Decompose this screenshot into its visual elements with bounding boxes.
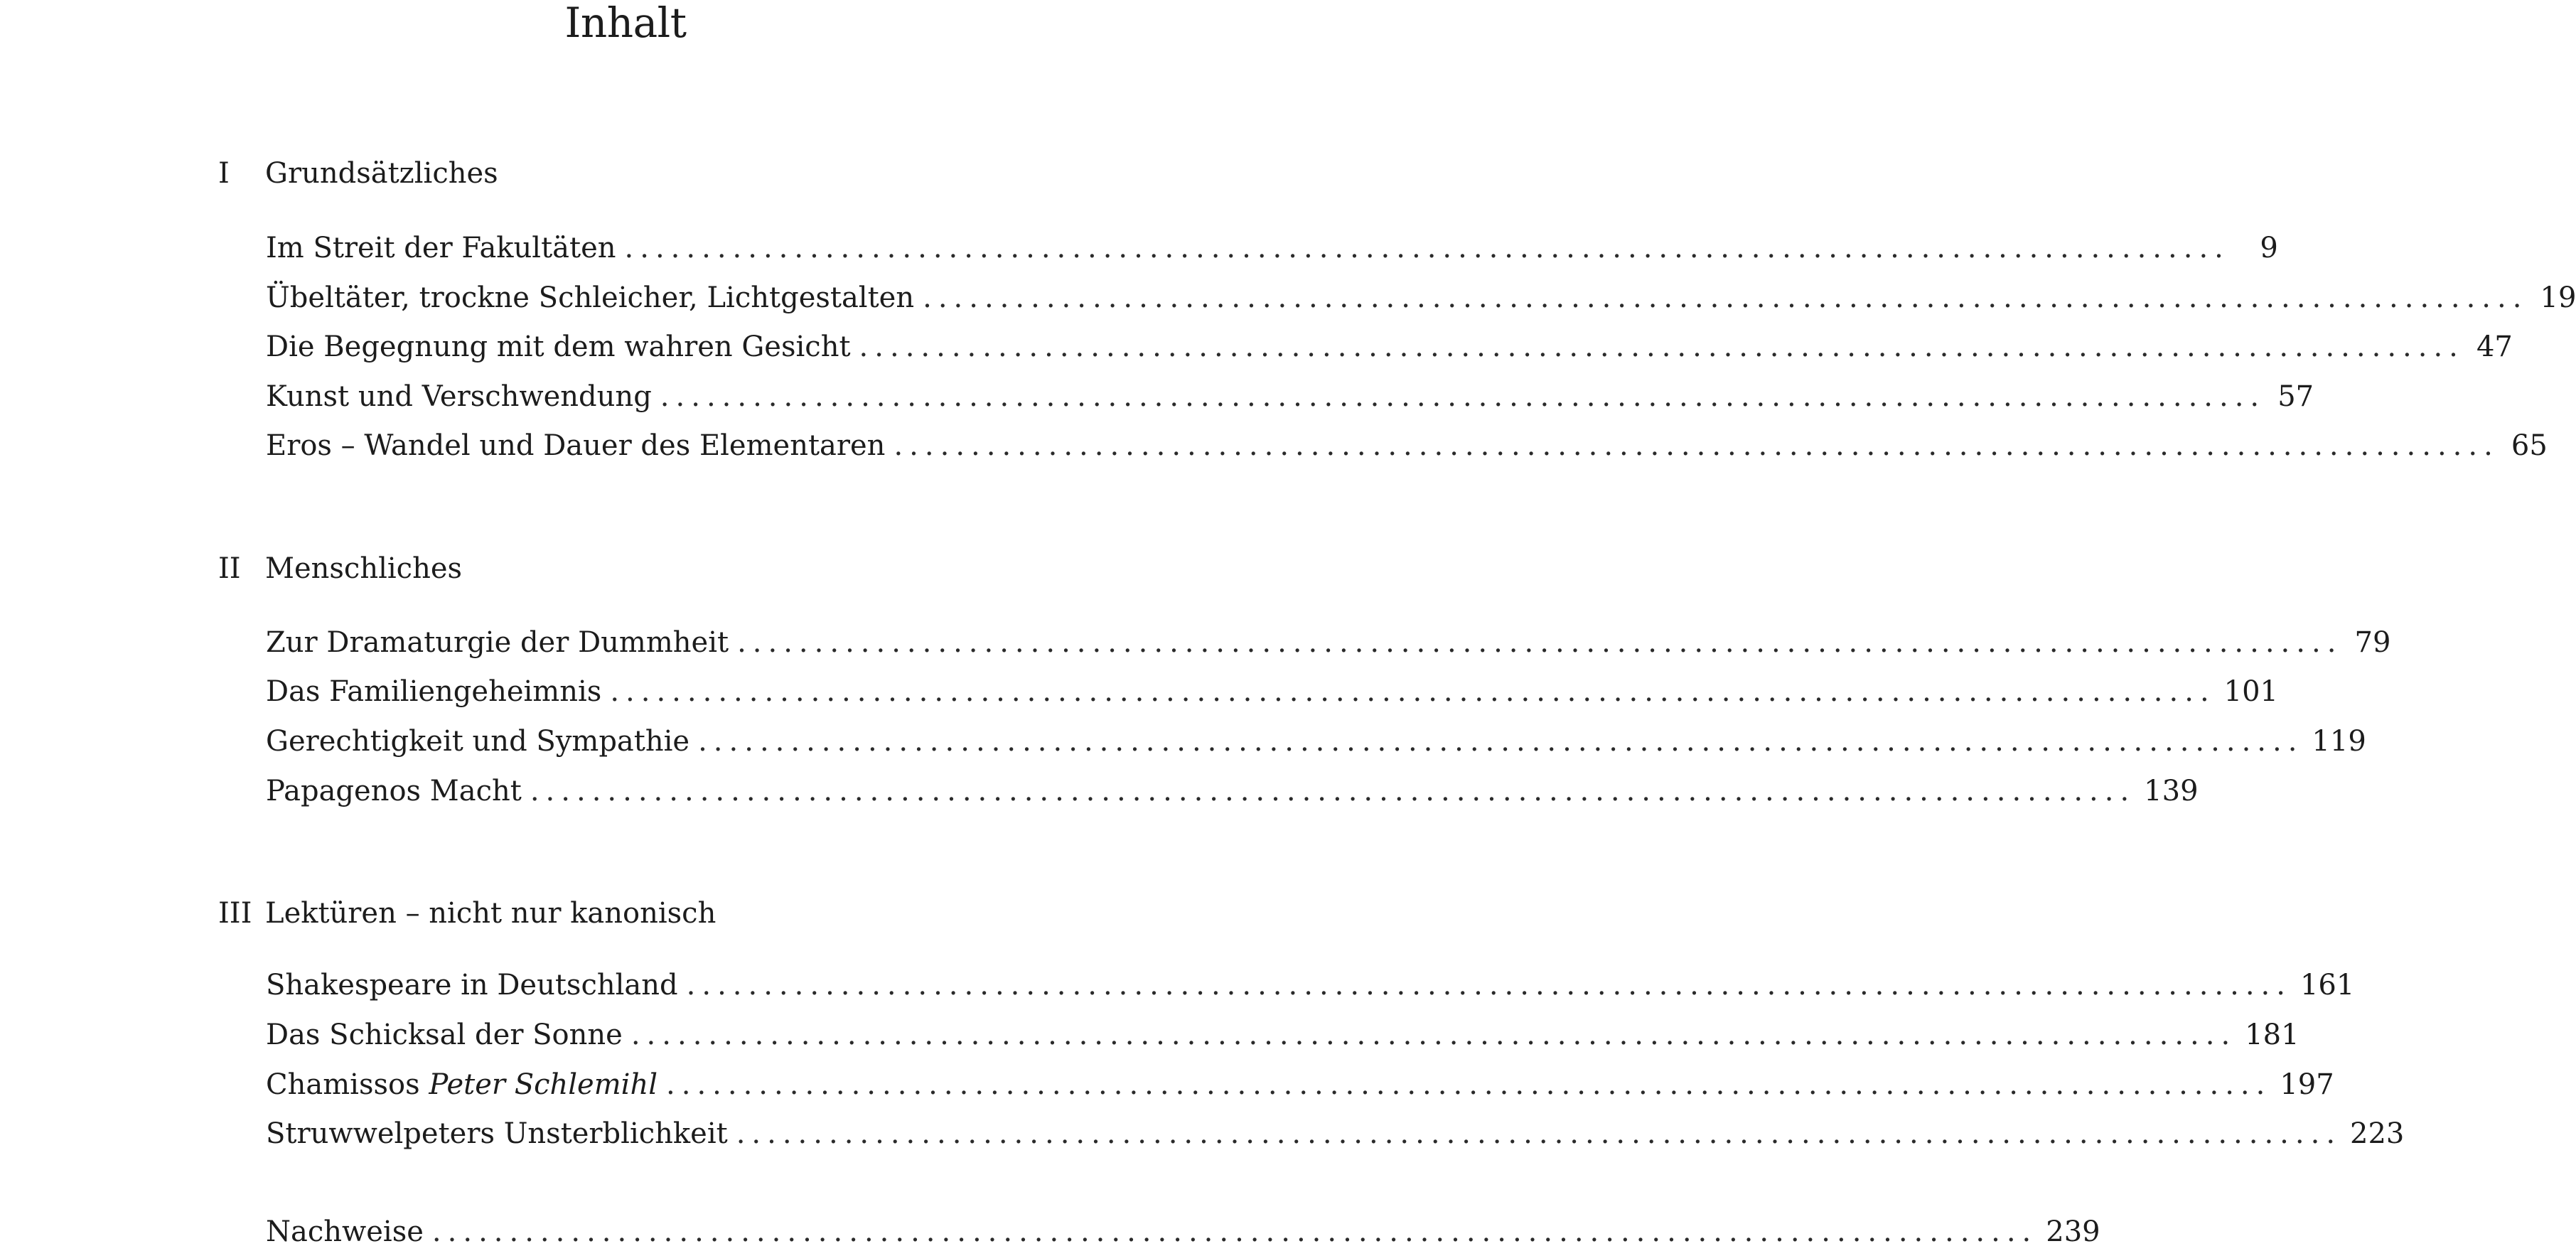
toc-entry[interactable]	[266, 328, 2513, 366]
toc-entry-page: 181	[2245, 1019, 2299, 1051]
section-numeral: I	[218, 157, 230, 190]
toc-entry[interactable]	[266, 772, 2199, 810]
page-title: Inhalt	[564, 0, 687, 47]
toc-entry-title: Kunst und Verschwendung	[266, 380, 652, 413]
toc-entry-title	[266, 1065, 658, 1104]
toc-entry-title: Shakespeare in Deutschland	[266, 969, 678, 1002]
toc-entry-title: Eros – Wandel und Dauer des Elementaren	[266, 429, 886, 462]
toc-entry-page: 47	[2476, 331, 2513, 363]
toc-entry-page: 119	[2312, 725, 2366, 758]
toc-entry-title-italic: Peter Schlemihl	[429, 1068, 658, 1101]
dot-leader: ........................................................................................................	[630, 1019, 2237, 1051]
toc-entry-page: 161	[2299, 969, 2355, 1002]
toc-entry-backmatter[interactable]	[266, 1213, 2100, 1251]
dot-leader: ........................................................................................................	[666, 1068, 2272, 1101]
toc-entry[interactable]	[266, 279, 2576, 317]
dot-leader: ........................................................................................................	[923, 281, 2528, 314]
dot-leader: ........................................................................................................	[660, 380, 2266, 413]
dot-leader: ........................................................................................................	[686, 969, 2292, 1002]
toc-entry-page: 239	[2046, 1215, 2100, 1248]
toc-entry[interactable]	[266, 377, 2314, 416]
toc-entry[interactable]	[266, 1065, 2334, 1104]
toc-entry[interactable]	[266, 229, 2278, 267]
toc-entry-title-prefix: Chamissos	[266, 1068, 429, 1101]
toc-entry-title: Zur Dramaturgie der Dummheit	[266, 626, 729, 659]
section-heading-2	[218, 551, 462, 586]
section-title: Lektüren – nicht nur kanonisch	[265, 897, 717, 930]
toc-entry-title: Gerechtigkeit und Sympathie	[266, 725, 690, 758]
dot-leader: ........................................................................................................	[893, 429, 2499, 462]
dot-leader: ........................................................................................................	[610, 675, 2216, 708]
toc-entry-title: Nachweise	[266, 1215, 424, 1248]
toc-entry-page: 19	[2540, 281, 2576, 314]
dot-leader: ........................................................................................................	[859, 331, 2464, 363]
toc-entry-page: 9	[2260, 232, 2278, 264]
toc-entry[interactable]	[266, 623, 2391, 662]
toc-entry-title: Übeltäter, trockne Schleicher, Lichtgestalten	[266, 281, 915, 314]
section-heading-3	[218, 896, 716, 931]
dot-leader: ........................................................................................................	[736, 1117, 2342, 1150]
toc-entry[interactable]	[266, 966, 2355, 1004]
toc-entry-title: Das Schicksal der Sonne	[266, 1019, 623, 1051]
section-title: Menschliches	[265, 552, 463, 585]
toc-entry[interactable]	[266, 1115, 2405, 1153]
dot-leader: ........................................................................................................	[530, 775, 2136, 807]
section-numeral: II	[218, 552, 241, 585]
dot-leader: ........................................................................................................	[737, 626, 2343, 659]
section-numeral: III	[218, 897, 252, 930]
dot-leader: ........................................................................................................	[698, 725, 2304, 758]
dot-leader: ........................................................................................................	[624, 232, 2230, 264]
toc-entry-title: Papagenos Macht	[266, 775, 522, 807]
toc-entry-title: Struwwelpeters Unsterblichkeit	[266, 1117, 728, 1150]
toc-entry-page: 139	[2144, 775, 2199, 807]
toc-entry-title: Die Begegnung mit dem wahren Gesicht	[266, 331, 851, 363]
toc-entry[interactable]	[266, 426, 2548, 465]
toc-entry-page: 197	[2280, 1068, 2334, 1101]
section-title: Grundsätzliches	[265, 157, 498, 190]
section-heading-1	[218, 156, 498, 191]
toc-entry-title: Das Familiengeheimnis	[266, 675, 602, 708]
toc-entry[interactable]	[266, 672, 2279, 711]
toc-entry-page: 57	[2277, 380, 2314, 413]
dot-leader: ........................................................................................................	[431, 1215, 2038, 1248]
toc-entry-page: 223	[2350, 1117, 2405, 1150]
toc-entry[interactable]	[266, 1016, 2299, 1054]
toc-entry-title: Im Streit der Fakultäten	[266, 232, 616, 264]
toc-entry-page: 101	[2223, 675, 2279, 708]
toc-entry[interactable]	[266, 722, 2366, 761]
toc-entry-page: 65	[2511, 429, 2548, 462]
toc-entry-page: 79	[2354, 626, 2391, 659]
